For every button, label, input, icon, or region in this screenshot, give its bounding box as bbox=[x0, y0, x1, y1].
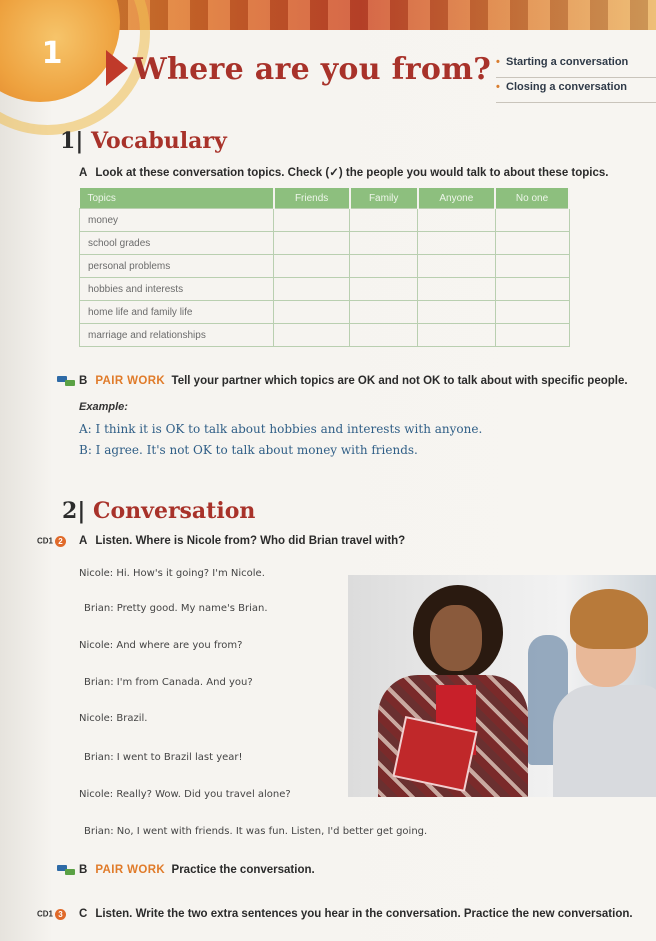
dialog-line bbox=[84, 677, 253, 688]
check-cell[interactable] bbox=[274, 301, 350, 324]
exercise-letter: A bbox=[79, 167, 88, 179]
check-cell[interactable] bbox=[350, 278, 418, 301]
table-header-row bbox=[80, 188, 570, 209]
check-cell[interactable] bbox=[495, 301, 569, 324]
dialog-text: I'm from Canada. And you? bbox=[116, 677, 253, 688]
check-cell[interactable] bbox=[495, 324, 569, 347]
section-title: Conversation bbox=[92, 498, 256, 524]
unit-goals bbox=[496, 53, 656, 103]
dialog-line bbox=[79, 640, 242, 651]
table-row bbox=[80, 301, 570, 324]
dialog-text: Really? Wow. Did you travel alone? bbox=[116, 789, 291, 800]
track-number: 3 bbox=[55, 909, 66, 920]
dialog-text: And where are you from? bbox=[116, 640, 243, 651]
topic-cell: money bbox=[80, 209, 274, 232]
header-banner-photo bbox=[110, 0, 656, 30]
topic-cell: hobbies and interests bbox=[80, 278, 274, 301]
exercise-instruction: Look at these conversation topics. Check (✓) the people you would talk to about these topics. bbox=[95, 167, 609, 179]
table-row bbox=[80, 324, 570, 347]
topics-table bbox=[79, 188, 570, 347]
pair-work-icon bbox=[57, 376, 75, 386]
check-cell[interactable] bbox=[418, 209, 495, 232]
check-cell[interactable] bbox=[350, 324, 418, 347]
cd-label: CD1 bbox=[37, 909, 54, 919]
unit-number: 1 bbox=[41, 36, 63, 71]
check-cell[interactable] bbox=[418, 255, 495, 278]
example-line: B: I agree. It's not OK to talk about money with friends. bbox=[79, 443, 418, 457]
section-number: 1 bbox=[60, 128, 76, 154]
column-header-topics: Topics bbox=[80, 188, 274, 209]
goal-item: • Starting a conversation bbox=[496, 53, 656, 78]
vocabulary-instruction-a bbox=[79, 165, 608, 179]
check-cell[interactable] bbox=[274, 324, 350, 347]
section-heading-vocabulary: 1| Vocabulary bbox=[60, 128, 227, 154]
column-header-family: Family bbox=[350, 188, 418, 209]
speaker-name: Nicole: bbox=[79, 713, 114, 724]
dialog-line bbox=[79, 789, 291, 800]
dialog-text: Brazil. bbox=[116, 713, 148, 724]
column-header-anyone: Anyone bbox=[418, 188, 495, 209]
conversation-instruction-c bbox=[79, 908, 633, 920]
table-row bbox=[80, 278, 570, 301]
exercise-letter: B bbox=[79, 375, 88, 387]
cd-track-badge[interactable] bbox=[37, 909, 66, 920]
topic-cell: school grades bbox=[80, 232, 274, 255]
dialog-line bbox=[84, 752, 243, 763]
example-label: Example: bbox=[79, 401, 128, 413]
speaker-name: Brian: bbox=[84, 677, 114, 688]
table-row bbox=[80, 209, 570, 232]
check-cell[interactable] bbox=[274, 209, 350, 232]
topic-cell: marriage and relationships bbox=[80, 324, 274, 347]
dialog-text: I went to Brazil last year! bbox=[116, 752, 243, 763]
check-cell[interactable] bbox=[495, 278, 569, 301]
table-row bbox=[80, 232, 570, 255]
pair-work-icon bbox=[57, 865, 75, 875]
track-number: 2 bbox=[55, 536, 66, 547]
vocabulary-instruction-b bbox=[79, 375, 628, 387]
topic-cell: personal problems bbox=[80, 255, 274, 278]
check-cell[interactable] bbox=[495, 209, 569, 232]
section-title: Vocabulary bbox=[90, 128, 227, 154]
check-cell[interactable] bbox=[350, 232, 418, 255]
speaker-name: Brian: bbox=[84, 752, 114, 763]
dialog-line bbox=[84, 603, 268, 614]
topic-cell: home life and family life bbox=[80, 301, 274, 324]
table-row bbox=[80, 255, 570, 278]
check-cell[interactable] bbox=[350, 209, 418, 232]
section-heading-conversation: 2| Conversation bbox=[62, 498, 256, 524]
cd-label: CD1 bbox=[37, 536, 54, 546]
check-cell[interactable] bbox=[418, 301, 495, 324]
dialog-line bbox=[79, 713, 147, 724]
pair-work-tag: PAIR WORK bbox=[95, 864, 166, 876]
check-cell[interactable] bbox=[418, 324, 495, 347]
exercise-instruction: Tell your partner which topics are OK and not OK to talk about with specific people. bbox=[171, 375, 628, 387]
check-cell[interactable] bbox=[350, 255, 418, 278]
speaker-name: Nicole: bbox=[79, 568, 114, 579]
exercise-instruction: Practice the conversation. bbox=[171, 864, 315, 876]
conversation-photo bbox=[348, 575, 656, 797]
page-title: Where are you from? bbox=[133, 52, 492, 87]
dialog-text: No, I went with friends. It was fun. Listen, I'd better get going. bbox=[116, 826, 428, 837]
check-cell[interactable] bbox=[418, 232, 495, 255]
boy-hair bbox=[570, 589, 648, 649]
goal-item: • Closing a conversation bbox=[496, 78, 656, 103]
check-cell[interactable] bbox=[495, 232, 569, 255]
speaker-name: Brian: bbox=[84, 826, 114, 837]
column-header-no-one: No one bbox=[495, 188, 569, 209]
exercise-letter: C bbox=[79, 908, 88, 920]
check-cell[interactable] bbox=[495, 255, 569, 278]
boy-shirt bbox=[553, 685, 656, 797]
conversation-instruction-a bbox=[79, 535, 405, 547]
exercise-instruction: Listen. Write the two extra sentences you hear in the conversation. Practice the new conversation. bbox=[95, 908, 633, 920]
cd-track-badge[interactable] bbox=[37, 536, 66, 547]
dialog-line bbox=[79, 568, 265, 579]
section-number: 2 bbox=[62, 498, 78, 524]
exercise-letter: B bbox=[79, 864, 88, 876]
title-arrow-icon bbox=[106, 50, 128, 86]
check-cell[interactable] bbox=[350, 301, 418, 324]
dialog-text: Hi. How's it going? I'm Nicole. bbox=[116, 568, 265, 579]
check-cell[interactable] bbox=[274, 255, 350, 278]
conversation-instruction-b bbox=[79, 864, 315, 876]
check-cell[interactable] bbox=[274, 232, 350, 255]
speaker-name: Brian: bbox=[84, 603, 114, 614]
pair-work-tag: PAIR WORK bbox=[95, 375, 166, 387]
exercise-letter: A bbox=[79, 535, 88, 547]
speaker-name: Nicole: bbox=[79, 789, 114, 800]
column-header-friends: Friends bbox=[274, 188, 350, 209]
girl-face bbox=[430, 605, 482, 671]
exercise-instruction: Listen. Where is Nicole from? Who did Brian travel with? bbox=[95, 535, 406, 547]
example-line: A: I think it is OK to talk about hobbies and interests with anyone. bbox=[79, 422, 483, 436]
dialog-text: Pretty good. My name's Brian. bbox=[116, 603, 268, 614]
check-cell[interactable] bbox=[418, 278, 495, 301]
check-cell[interactable] bbox=[274, 278, 350, 301]
speaker-name: Nicole: bbox=[79, 640, 114, 651]
dialog-line bbox=[84, 826, 427, 837]
